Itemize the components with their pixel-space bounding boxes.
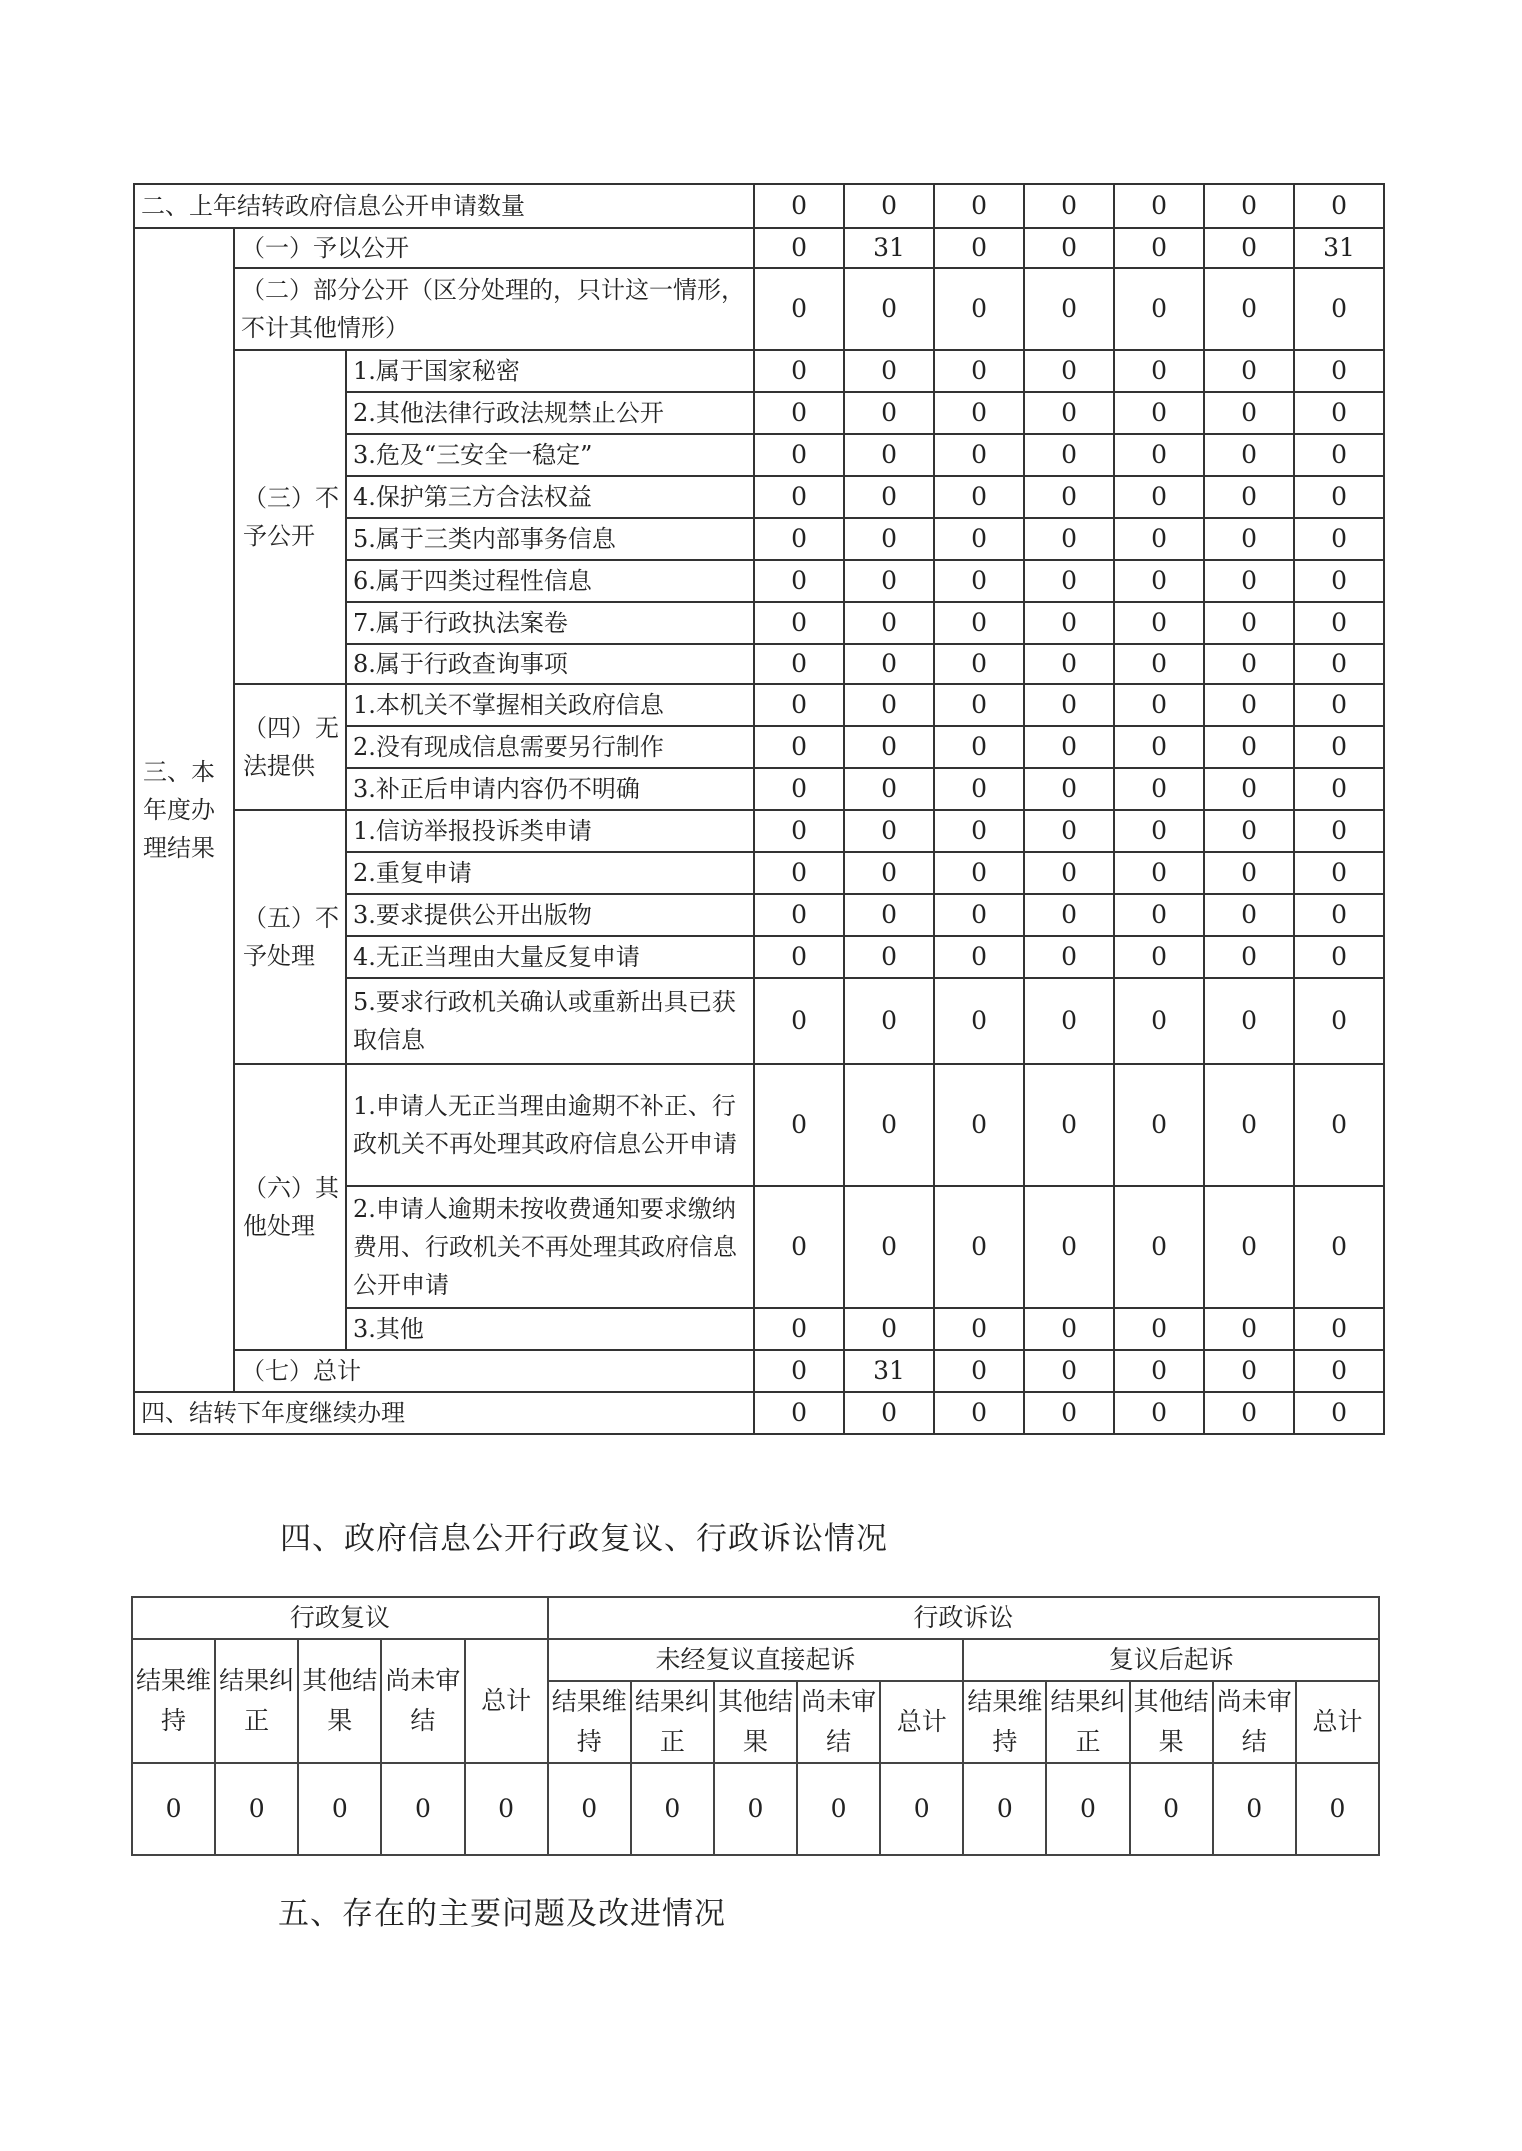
value-cell: 0 [844,936,934,978]
value-cell: 0 [298,1763,381,1855]
value-cell: 31 [844,228,934,268]
value-cell: 0 [1204,810,1294,852]
value-cell: 0 [844,602,934,644]
value-cell: 0 [844,560,934,602]
item-label: 3.补正后申请内容仍不明确 [346,768,754,810]
value-cell: 0 [1024,894,1114,936]
review-col-header: 其他结果 [298,1639,381,1763]
value-cell: 0 [1294,936,1384,978]
value-cell: 0 [1294,684,1384,726]
after-col-header: 其他结果 [1130,1681,1213,1763]
after-col-header: 总计 [1296,1681,1379,1763]
item-label: 8.属于行政查询事项 [346,644,754,684]
review-col-header: 结果维持 [132,1639,215,1763]
group-label: （五）不予处理 [234,810,346,1064]
value-cell: 0 [1024,852,1114,894]
group-label: （四）无法提供 [234,684,346,810]
value-cell: 0 [1204,936,1294,978]
value-cell: 0 [754,268,844,350]
total-row [134,1350,1384,1392]
value-cell: 0 [1204,1064,1294,1186]
value-cell: 0 [754,518,844,560]
value-cell: 0 [1294,810,1384,852]
value-cell: 0 [215,1763,298,1855]
value-cell: 0 [1114,518,1204,560]
after-col-header: 结果纠正 [1046,1681,1129,1763]
value-cell: 0 [934,518,1024,560]
item-label: 2.重复申请 [346,852,754,894]
table-row [134,350,1384,392]
value-cell: 0 [934,852,1024,894]
review-col-header: 结果纠正 [215,1639,298,1763]
group-label: （三）不予公开 [234,350,346,684]
value-cell: 0 [1204,1392,1294,1434]
value-cell: 0 [1114,602,1204,644]
value-cell: 0 [1294,1186,1384,1308]
value-cell: 0 [844,350,934,392]
item-label: 4.无正当理由大量反复申请 [346,936,754,978]
direct-col-header: 结果维持 [548,1681,631,1763]
value-cell: 0 [934,350,1024,392]
value-cell: 0 [1294,392,1384,434]
review-header: 行政复议 [132,1597,548,1639]
value-cell: 0 [754,228,844,268]
value-cell: 0 [1294,184,1384,228]
value-cell: 0 [1024,810,1114,852]
value-cell: 0 [1024,1308,1114,1350]
group-label: （六）其他处理 [234,1064,346,1350]
value-cell: 0 [844,434,934,476]
value-cell: 0 [934,894,1024,936]
value-cell: 0 [1114,1308,1204,1350]
value-cell: 0 [1114,228,1204,268]
value-cell: 0 [754,392,844,434]
item-label: 1.申请人无正当理由逾期不补正、行政机关不再处理其政府信息公开申请 [346,1064,754,1186]
value-cell: 0 [754,1308,844,1350]
value-cell: 0 [1114,560,1204,602]
value-cell: 0 [1294,1308,1384,1350]
direct-col-header: 尚未审结 [797,1681,880,1763]
value-cell: 0 [934,560,1024,602]
value-cell: 0 [844,726,934,768]
value-cell: 0 [1204,894,1294,936]
application-results-table [133,183,1385,1435]
item-label: 1.本机关不掌握相关政府信息 [346,684,754,726]
table-row [134,684,1384,726]
value-cell: 0 [1024,726,1114,768]
carryover-row [134,184,1384,228]
value-cell: 0 [844,852,934,894]
value-cell: 0 [754,936,844,978]
value-cell: 0 [1024,518,1114,560]
value-cell: 0 [1204,392,1294,434]
value-cell: 0 [754,434,844,476]
value-cell: 0 [844,644,934,684]
litigation-header: 行政诉讼 [548,1597,1379,1639]
value-cell: 0 [844,684,934,726]
value-cell: 0 [754,1350,844,1392]
total-label: （七）总计 [234,1350,754,1392]
value-cell: 0 [1130,1763,1213,1855]
value-cell: 0 [1114,810,1204,852]
value-cell: 0 [1024,268,1114,350]
value-cell: 0 [754,726,844,768]
item-label: 1.信访举报投诉类申请 [346,810,754,852]
item-label: 4.保护第三方合法权益 [346,476,754,518]
value-cell: 0 [754,602,844,644]
item-label: 2.其他法律行政法规禁止公开 [346,392,754,434]
value-cell: 0 [934,644,1024,684]
value-cell: 0 [934,768,1024,810]
value-cell: 0 [1294,268,1384,350]
item-label: 7.属于行政执法案卷 [346,602,754,644]
section-5-title: 五、存在的主要问题及改进情况 [278,1896,726,1932]
after-review-suit-header: 复议后起诉 [963,1639,1379,1681]
value-cell: 0 [1024,684,1114,726]
value-cell: 0 [1114,1350,1204,1392]
value-cell: 31 [844,1350,934,1392]
value-cell: 0 [880,1763,963,1855]
value-cell: 0 [963,1763,1046,1855]
value-cell: 0 [754,810,844,852]
value-cell: 0 [934,268,1024,350]
value-cell: 0 [1204,560,1294,602]
value-cell: 0 [1114,434,1204,476]
results-label: 三、本年度办理结果 [134,228,234,1392]
value-cell: 0 [1294,1064,1384,1186]
value-cell: 0 [844,392,934,434]
value-cell: 0 [1114,268,1204,350]
value-cell: 0 [1114,350,1204,392]
carryover-label: 二、上年结转政府信息公开申请数量 [134,184,754,228]
value-cell: 0 [1114,684,1204,726]
after-col-header: 尚未审结 [1213,1681,1296,1763]
value-cell: 0 [1204,434,1294,476]
value-cell: 0 [1114,1064,1204,1186]
value-cell: 0 [1294,350,1384,392]
item-label: 5.要求行政机关确认或重新出具已获取信息 [346,978,754,1064]
value-cell: 0 [132,1763,215,1855]
value-cell: 0 [1294,476,1384,518]
value-cell: 0 [754,684,844,726]
value-cell: 0 [934,1350,1024,1392]
item-label: 5.属于三类内部事务信息 [346,518,754,560]
value-cell: 0 [1294,1392,1384,1434]
value-cell: 0 [1204,184,1294,228]
value-cell: 0 [1024,768,1114,810]
value-cell: 0 [754,894,844,936]
direct-col-header: 结果纠正 [631,1681,714,1763]
value-cell: 0 [754,1186,844,1308]
table-row [134,268,1384,350]
value-cell: 0 [1114,894,1204,936]
value-cell: 0 [934,434,1024,476]
value-cell: 0 [465,1763,548,1855]
value-cell: 0 [1204,1186,1294,1308]
value-cell: 0 [381,1763,464,1855]
value-cell: 0 [754,184,844,228]
item-label: 2.没有现成信息需要另行制作 [346,726,754,768]
value-cell: 0 [1114,1392,1204,1434]
value-cell: 0 [1024,602,1114,644]
value-cell: 0 [1024,350,1114,392]
value-cell: 0 [754,350,844,392]
value-cell: 0 [1024,228,1114,268]
table-row [134,228,1384,268]
value-cell: 0 [1204,228,1294,268]
value-cell: 0 [934,184,1024,228]
value-cell: 0 [1024,434,1114,476]
value-cell: 0 [754,560,844,602]
value-cell: 0 [1024,1186,1114,1308]
value-cell: 0 [754,1064,844,1186]
next-year-row [134,1392,1384,1434]
value-cell: 0 [1294,894,1384,936]
value-cell: 0 [1204,644,1294,684]
value-cell: 0 [1114,852,1204,894]
value-cell: 0 [1024,936,1114,978]
item-label: 3.危及“三安全一稳定” [346,434,754,476]
value-cell: 0 [1204,1308,1294,1350]
value-cell: 0 [1294,768,1384,810]
direct-col-header: 总计 [880,1681,963,1763]
value-cell: 0 [1294,518,1384,560]
value-cell: 0 [844,894,934,936]
review-litigation-table [131,1596,1380,1856]
value-cell: 0 [934,1308,1024,1350]
value-cell: 0 [1114,768,1204,810]
value-cell: 0 [844,476,934,518]
value-cell: 0 [1114,936,1204,978]
value-cell: 0 [1024,644,1114,684]
value-cell: 0 [1114,644,1204,684]
review-col-header: 尚未审结 [381,1639,464,1763]
value-cell: 0 [934,726,1024,768]
direct-suit-header: 未经复议直接起诉 [548,1639,964,1681]
row-label: （一）予以公开 [234,228,754,268]
value-cell: 0 [1204,518,1294,560]
value-cell: 0 [754,476,844,518]
value-cell: 0 [934,476,1024,518]
direct-col-header: 其他结果 [714,1681,797,1763]
value-cell: 0 [1204,350,1294,392]
value-cell: 0 [844,768,934,810]
value-cell: 0 [754,852,844,894]
value-cell: 0 [1294,602,1384,644]
value-cell: 0 [1024,560,1114,602]
value-cell: 0 [934,228,1024,268]
value-cell: 0 [1024,476,1114,518]
value-cell: 0 [1024,1350,1114,1392]
value-cell: 0 [1294,1350,1384,1392]
value-cell: 0 [754,978,844,1064]
value-cell: 0 [934,810,1024,852]
table-row [134,1064,1384,1186]
value-cell: 0 [844,518,934,560]
value-cell: 0 [1114,392,1204,434]
review-col-header: 总计 [465,1639,548,1763]
value-cell: 0 [1294,852,1384,894]
value-cell: 0 [1114,476,1204,518]
value-cell: 0 [797,1763,880,1855]
value-cell: 0 [1024,392,1114,434]
item-label: 1.属于国家秘密 [346,350,754,392]
item-label: 3.要求提供公开出版物 [346,894,754,936]
value-cell: 31 [1294,228,1384,268]
value-cell: 0 [844,184,934,228]
value-cell: 0 [1046,1763,1129,1855]
value-cell: 0 [1024,1392,1114,1434]
value-cell: 0 [934,1392,1024,1434]
value-cell: 0 [754,1392,844,1434]
value-cell: 0 [1204,852,1294,894]
value-cell: 0 [631,1763,714,1855]
table-row [134,810,1384,852]
value-cell: 0 [714,1763,797,1855]
item-label: 3.其他 [346,1308,754,1350]
next-year-label: 四、结转下年度继续办理 [134,1392,754,1434]
value-cell: 0 [844,1308,934,1350]
value-cell: 0 [934,936,1024,978]
value-cell: 0 [844,1064,934,1186]
value-cell: 0 [1213,1763,1296,1855]
value-cell: 0 [844,1392,934,1434]
value-cell: 0 [934,1064,1024,1186]
value-cell: 0 [1204,1350,1294,1392]
value-cell: 0 [1114,1186,1204,1308]
item-label: 6.属于四类过程性信息 [346,560,754,602]
value-cell: 0 [754,768,844,810]
value-cell: 0 [1204,726,1294,768]
value-cell: 0 [1114,184,1204,228]
value-cell: 0 [934,392,1024,434]
value-cell: 0 [934,978,1024,1064]
value-cell: 0 [844,810,934,852]
value-cell: 0 [1294,434,1384,476]
after-col-header: 结果维持 [963,1681,1046,1763]
row-label: （二）部分公开（区分处理的，只计这一情形，不计其他情形） [234,268,754,350]
value-cell: 0 [1114,726,1204,768]
item-label: 2.申请人逾期未按收费通知要求缴纳费用、行政机关不再处理其政府信息公开申请 [346,1186,754,1308]
value-cell: 0 [1204,768,1294,810]
value-cell: 0 [754,644,844,684]
value-cell: 0 [1204,684,1294,726]
value-cell: 0 [934,1186,1024,1308]
value-cell: 0 [1204,268,1294,350]
value-cell: 0 [1294,560,1384,602]
value-cell: 0 [548,1763,631,1855]
value-cell: 0 [1024,978,1114,1064]
section-4-title: 四、政府信息公开行政复议、行政诉讼情况 [280,1521,888,1557]
value-cell: 0 [844,268,934,350]
value-cell: 0 [934,602,1024,644]
value-cell: 0 [1296,1763,1379,1855]
value-cell: 0 [1024,184,1114,228]
value-cell: 0 [1204,602,1294,644]
value-cell: 0 [844,1186,934,1308]
value-cell: 0 [1294,644,1384,684]
value-cell: 0 [1114,978,1204,1064]
value-cell: 0 [1204,978,1294,1064]
value-cell: 0 [1294,726,1384,768]
value-cell: 0 [844,978,934,1064]
value-cell: 0 [1204,476,1294,518]
value-cell: 0 [934,684,1024,726]
value-cell: 0 [1024,1064,1114,1186]
value-cell: 0 [1294,978,1384,1064]
